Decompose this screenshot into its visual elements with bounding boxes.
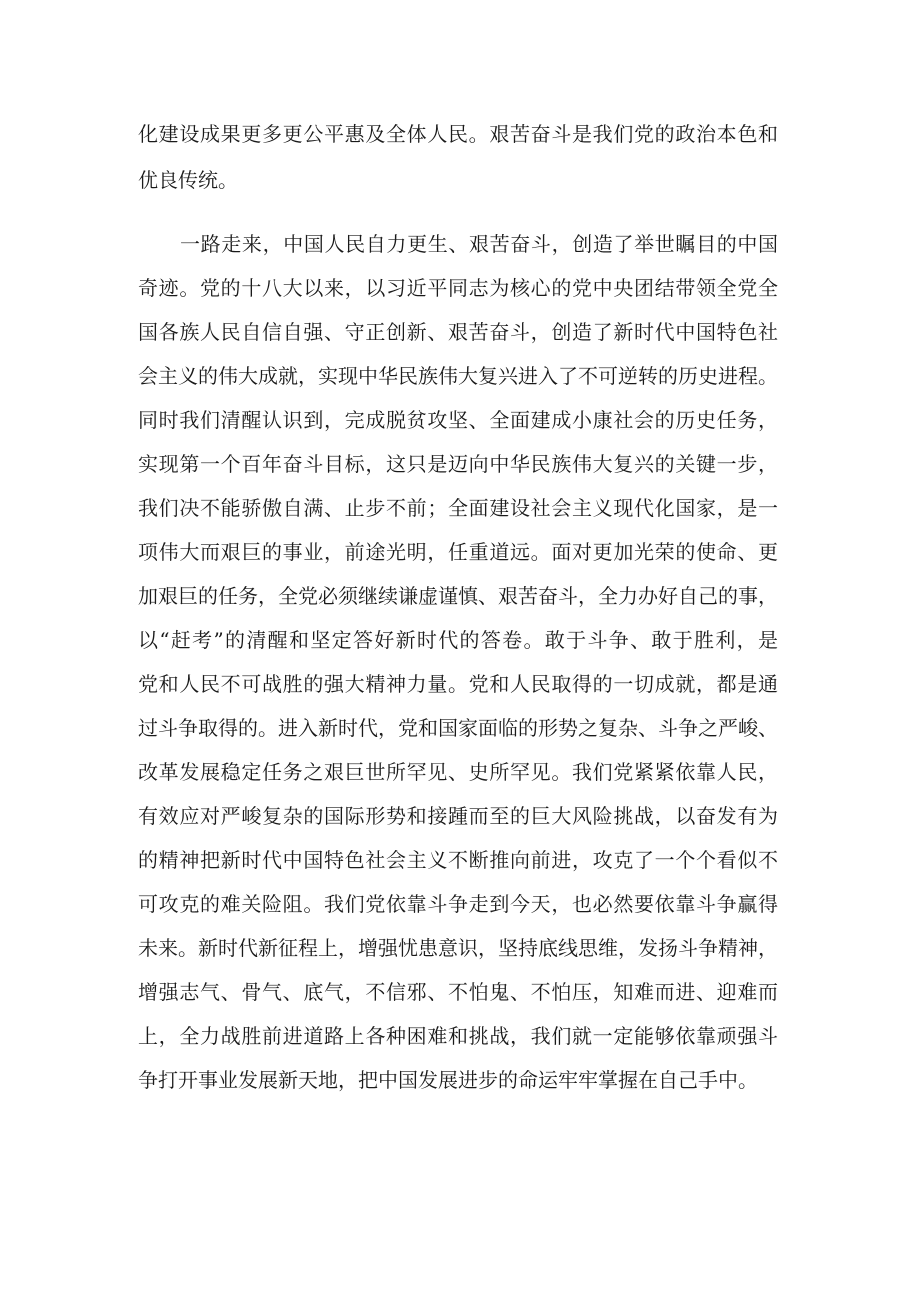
- paragraph-2-line-2: 奇迹。党的十八大以来，以习近平同志为核心的党中央团结带领全党全: [138, 276, 778, 300]
- paragraph-2-line-14: 有效应对严峻复杂的国际形势和接踵而至的巨大风险挑战，以奋发有为: [138, 804, 778, 828]
- paragraph-2-line-19: 上，全力战胜前进道路上各种困难和挑战，我们就一定能够依靠顽强斗: [138, 1024, 778, 1048]
- paragraph-2-line-7: 我们决不能骄傲自满、止步不前；全面建设社会主义现代化国家，是一: [138, 496, 778, 520]
- paragraph-1-line-2: 优良传统。: [138, 168, 238, 192]
- paragraph-2-line-20: 争打开事业发展新天地，把中国发展进步的命运牢牢掌握在自己手中。: [138, 1068, 758, 1092]
- paragraph-2-line-6: 实现第一个百年奋斗目标，这只是迈向中华民族伟大复兴的关键一步，: [138, 452, 778, 476]
- paragraph-2-line-3: 国各族人民自信自强、守正创新、艰苦奋斗，创造了新时代中国特色社: [138, 320, 778, 344]
- paragraph-2-line-18: 增强志气、骨气、底气，不信邪、不怕鬼、不怕压，知难而进、迎难而: [138, 980, 778, 1004]
- paragraph-2-line-11: 党和人民不可战胜的强大精神力量。党和人民取得的一切成就，都是通: [138, 672, 778, 696]
- paragraph-2-line-5: 同时我们清醒认识到，完成脱贫攻坚、全面建成小康社会的历史任务，: [138, 408, 778, 432]
- paragraph-1-line-1: 化建设成果更多更公平惠及全体人民。艰苦奋斗是我们党的政治本色和: [138, 122, 778, 146]
- paragraph-2-line-1: 一路走来，中国人民自力更生、艰苦奋斗，创造了举世瞩目的中国: [180, 232, 778, 256]
- paragraph-2-line-9: 加艰巨的任务，全党必须继续谦虚谨慎、艰苦奋斗，全力办好自己的事，: [138, 584, 778, 608]
- paragraph-2-line-13: 改革发展稳定任务之艰巨世所罕见、史所罕见。我们党紧紧依靠人民，: [138, 760, 778, 784]
- paragraph-2-line-10: 以“赶考”的清醒和坚定答好新时代的答卷。敢于斗争、敢于胜利，是: [138, 628, 778, 652]
- paragraph-2-line-17: 未来。新时代新征程上，增强忧患意识，坚持底线思维，发扬斗争精神，: [138, 936, 778, 960]
- paragraph-2-line-12: 过斗争取得的。进入新时代，党和国家面临的形势之复杂、斗争之严峻、: [138, 716, 778, 740]
- paragraph-2-line-15: 的精神把新时代中国特色社会主义不断推向前进，攻克了一个个看似不: [138, 848, 778, 872]
- paragraph-2-line-16: 可攻克的难关险阻。我们党依靠斗争走到今天，也必然要依靠斗争赢得: [138, 892, 778, 916]
- paragraph-2-line-4: 会主义的伟大成就，实现中华民族伟大复兴进入了不可逆转的历史进程。: [138, 364, 778, 388]
- paragraph-2-line-8: 项伟大而艰巨的事业，前途光明，任重道远。面对更加光荣的使命、更: [138, 540, 778, 564]
